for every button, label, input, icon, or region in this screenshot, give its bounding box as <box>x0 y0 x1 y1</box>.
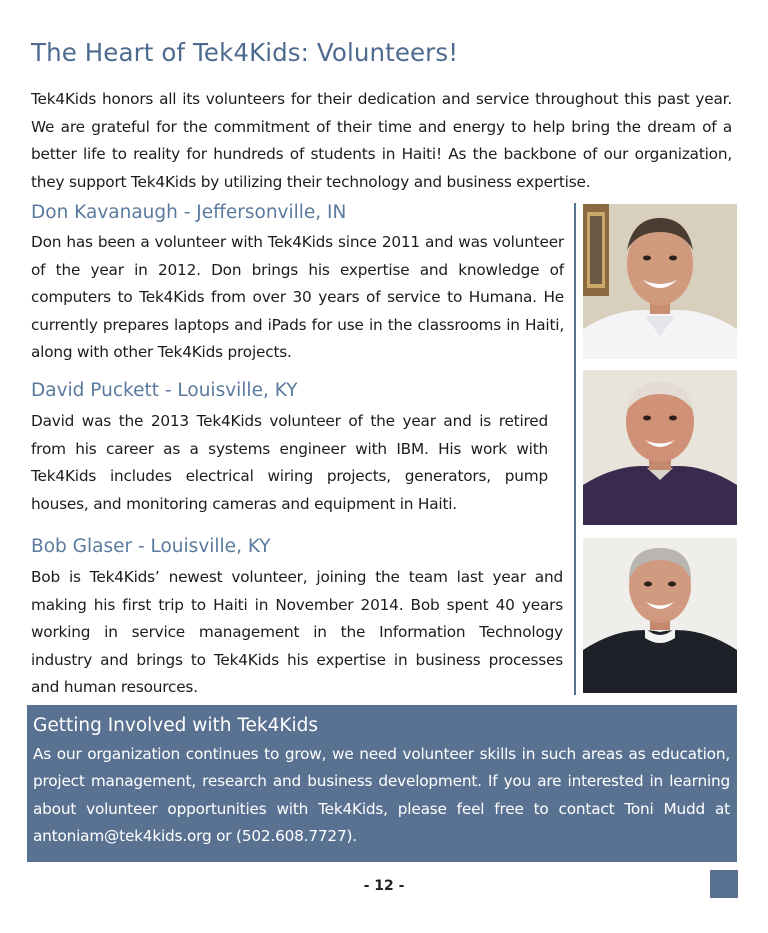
page-title: The Heart of Tek4Kids: Volunteers! <box>31 38 459 67</box>
page-number: - 12 - <box>363 878 405 894</box>
volunteer-bio-david: David was the 2013 Tek4Kids volunteer of the year and is retired from his career as a systems engineer with IBM. His work with Tek4Kids includes electrical wiring projects, generators, pump houses, and monitoring cameras and equipment in Haiti. <box>31 412 548 513</box>
getting-involved-text: As our organization continues to grow, we need volunteer skills in such areas as education, project management, research and business development. If you are interested in learning about volunteer opportunities with Tek4Kids, please feel free to contact Toni Mudd at antoniam@tek4kids.org or (502.608.7727). <box>33 745 730 845</box>
divider-bar <box>574 203 576 695</box>
getting-involved-title: Getting Involved with Tek4Kids <box>33 715 319 736</box>
volunteer-bio-don: Don has been a volunteer with Tek4Kids since 2011 and was volunteer of the year in 2012. Don brings his expertise and knowledge of computers to Tek4Kids from over 30 years of service to Humana. He currently prepares laptops and iPads for use in the classrooms in Haiti, along with other Tek4Kids projects. <box>31 233 564 361</box>
corner-square <box>710 870 738 898</box>
photo-david-puckett <box>583 370 737 525</box>
photo-don-kavanaugh <box>583 204 737 359</box>
volunteer-name-don: Don Kavanaugh - Jeffersonville, IN <box>31 202 347 223</box>
getting-involved-box <box>27 705 737 862</box>
intro-paragraph: Tek4Kids honors all its volunteers for their dedication and service throughout this past year. We are grateful for the commitment of their time and energy to help bring the dream of a better life to reality for hundreds of students in Haiti! As the backbone of our organization, they support Tek4Kids by utilizing their technology and business expertise. <box>31 90 732 191</box>
volunteer-name-david: David Puckett - Louisville, KY <box>31 380 298 401</box>
volunteer-bio-bob: Bob is Tek4Kids’ newest volunteer, joining the team last year and making his first trip to Haiti in November 2014. Bob spent 40 years working in service management in the Information Technology industry and brings to Tek4Kids his expertise in business processes and human resources. <box>31 568 563 696</box>
volunteer-name-bob: Bob Glaser - Louisville, KY <box>31 536 271 557</box>
photo-bob-glaser <box>583 538 737 693</box>
